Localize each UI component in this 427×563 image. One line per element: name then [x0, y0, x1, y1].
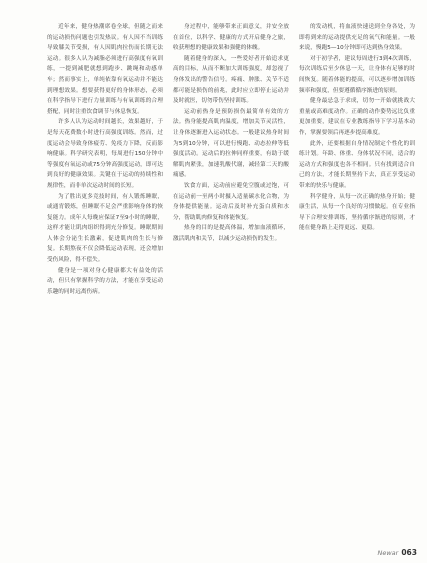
- paragraph: 近年来，健身热潮席卷全球，但随之而来的运动损伤问题也引发热议。有人因不当训练导致膝关节受损，有人因肌肉拉伤而长期无法运动。很多人认为减脂必须进行高强度有氧训练，一提到减肥就想到跑步、跳绳和动感单车；然而事实上，单纯依靠有氧运动并不能达到理想效果。想要获得更好的身体形态，必须在科学指导下进行力量训练与有氧训练的合理搭配，同时注重饮食调节与休息恢复。: [47, 24, 163, 115]
- paragraph: 运动前热身是预防损伤最简单有效的方法。热身能提高肌肉温度，增加关节灵活性，让身体逐渐进入运动状态。一般建议热身时间为5到10分钟，可以进行慢跑、动态拉伸等低强度活动。运动后的拉伸同样重要，有助于缓解肌肉紧张，加速乳酸代谢，减轻第二天的酸痛感。: [173, 108, 289, 179]
- page-number: 063: [401, 548, 417, 557]
- paragraph: 科学健身，从每一次正确的热身开始；健康生活，从每一个良好的习惯做起。在专业指导下合理安排训练，坚持循序渐进的原则，才能在健身路上走得更远、更稳。: [299, 193, 415, 232]
- paragraph: 对于初学者，建议每周进行3到4次训练，每次训练后至少休息一天，让身体有足够的时间恢复。随着体能的提高，可以逐步增加训练频率和强度，但要遵循循序渐进的原则。: [299, 55, 415, 94]
- paragraph: 的发动机，将血液快速送到全身各处，为即将到来的运动提供充足的氧气和能量。一般来说，慢跑5—10分钟即可达到热身效果。: [299, 24, 415, 52]
- paragraph: 热身的目的是提高体温，增加血液循环，激活肌肉和关节，以减少运动损伤的发生。: [173, 225, 289, 242]
- paragraph: 身过程中，能够带来正面意义，并安全放在首位，以科学、健康的方式开启健身之旅，收获理想的健康效果和强健的体魄。: [173, 24, 289, 52]
- text-column-2: [173, 22, 289, 540]
- magazine-brand: Newar: [377, 548, 399, 557]
- paragraph: 为了胜出更多竞技时间，有人锻炼睡眠，或通宵锻炼，但睡眠不足会严重影响身体的恢复能力。成年人每晚应保证7至9小时的睡眠，这样才能让肌肉组织得到充分修复。睡眠期间人体会分泌生长激素，促进肌肉的生长与修复。长期熬夜不仅会降低运动表现，还会增加受伤风险，得不偿失。: [47, 193, 163, 264]
- page-footer: [378, 548, 418, 557]
- paragraph: 许多人认为运动时间越长，效果越好，于是每天花费数小时进行高强度训练。然而，过度运动会导致身体疲劳、免疫力下降，反而影响健康。科学研究表明，每周进行150分钟中等强度有氧运动或75分钟高强度运动，即可达到良好的健康效果。关键在于运动的持续性和规律性，而非单次运动时间的长短。: [47, 119, 163, 189]
- paragraph: 饮食方面，运动前应避免空腹或过饱，可在运动前一至两小时摄入适量碳水化合物，为身体提供能量。运动后及时补充蛋白质和水分，帮助肌肉修复和体能恢复。: [173, 182, 289, 221]
- text-column-1: [47, 22, 163, 540]
- text-column-3: [299, 22, 415, 540]
- paragraph: 随着健身的深入，一些爱好者开始追求更高的目标，从而不断加大训练强度，却忽视了身体发出的警告信号。疼痛、肿胀、关节不适都可能是损伤的前兆，此时应立即停止运动并及时就医，切勿带伤坚持训练。: [173, 55, 289, 105]
- paragraph: 此外，还要根据自身情况制定个性化的训练计划。年龄、体重、身体状况不同，适合的运动方式和强度也各不相同。只有找到适合自己的方法，才能长期坚持下去，真正享受运动带来的快乐与健康。: [299, 140, 415, 189]
- paragraph: 健身是一项对身心健康都大有益处的活动，但只有掌握科学的方法，才能在享受运动乐趣的同时远离伤病。: [47, 267, 163, 295]
- paragraph: 健身最忌急于求成，切勿一开始就挑战大重量或高难度动作。正确的动作姿势远比负重更加重要，建议在专业教练指导下学习基本动作，掌握要领后再逐步提高难度。: [299, 98, 415, 136]
